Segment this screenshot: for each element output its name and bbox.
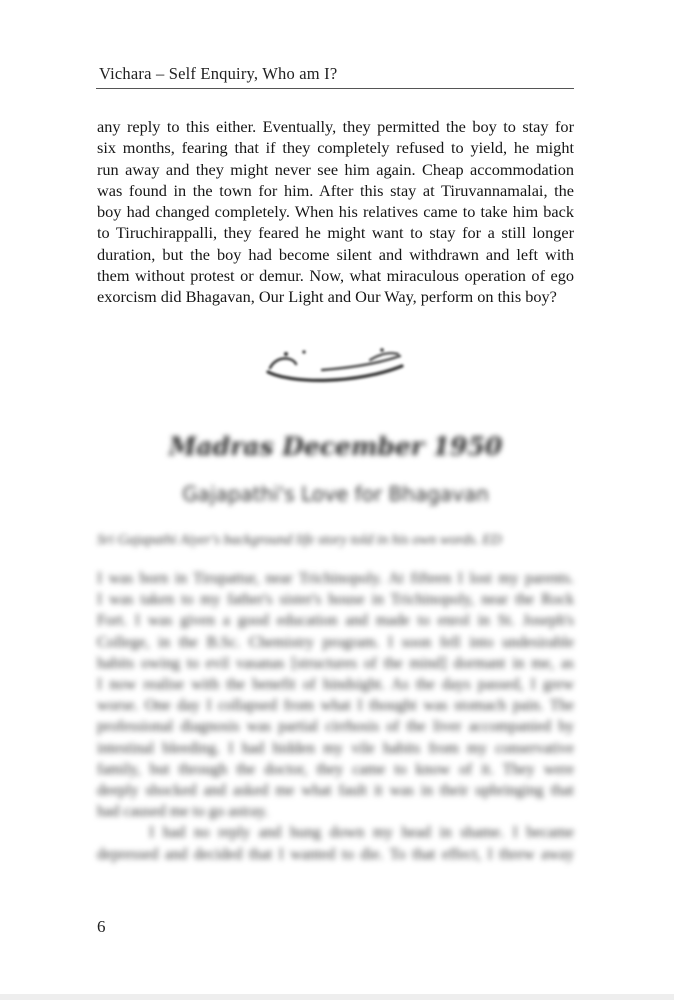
text-line: intestinal bleeding. I had hidden my vile habits from my conservative — [97, 739, 574, 757]
text-line: family, but through the doctor, they came to know of it. They were — [97, 760, 574, 778]
page-bottom-edge — [0, 994, 674, 1000]
text-line: duration, but the boy had become silent and withdrawn and left with — [97, 244, 574, 264]
text-line: six months, fearing that if they completely refused to yield, he might — [97, 138, 574, 158]
text-line: run away and they might never see him again. Cheap accommodation — [97, 159, 574, 179]
section-title: Madras December 1950 — [168, 432, 503, 461]
section-subtitle: Gajapathi's Love for Bhagavan — [182, 482, 489, 506]
body-paragraph — [97, 116, 574, 308]
text-line: was found in the town for him. After this stay at Tiruvannamalai, the — [97, 180, 574, 200]
text-line: College, in the B.Sc. Chemistry program. I soon fell into undesirable — [97, 633, 574, 651]
text-line: I now realise with the benefit of hindsight. As the days passed, I grew — [97, 676, 574, 694]
text-line: I had no reply and hung down my head in shame. I became — [149, 824, 574, 842]
text-line: them without protest or demur. Now, what miraculous operation of ego — [97, 266, 574, 286]
text-line: deeply shocked and asked me what fault it was in their upbringing that — [97, 782, 574, 800]
text-line: to Tiruchirappalli, they feared he might want to stay for a still longer — [97, 223, 574, 243]
text-line: worse. One day I collapsed from what I thought was stomach pain. The — [97, 697, 574, 715]
text-line: depressed and decided that I wanted to die. To that effect, I threw away — [97, 845, 574, 863]
text-line: I was born in Tirupattur, near Trichinopoly. At fifteen I lost my parents. — [97, 570, 574, 587]
text-line: exorcism did Bhagavan, Our Light and Our Way, perform on this boy? — [97, 287, 557, 307]
text-line: Fort. I was given a good education and made to enrol in St. Joseph's — [97, 612, 574, 630]
text-line: any reply to this either. Eventually, they permitted the boy to stay for — [97, 117, 574, 136]
text-line: boy had changed completely. When his relatives came to take him back — [97, 202, 574, 222]
flourish-ornament-icon — [262, 344, 412, 386]
text-line: had caused me to go astray. — [97, 803, 269, 821]
text-line: professional diagnosis was partial cirrhosis of the liver accompanied by — [97, 718, 574, 736]
text-line: habits owing to evil vasanas [structures of the mind] dormant in me, as — [97, 654, 574, 672]
editor-note: Sri Gajapathi Aiyer's background life story told in his own words. ED — [97, 532, 502, 548]
page-number: 6 — [97, 917, 106, 936]
section-body — [97, 568, 574, 865]
header-rule — [96, 88, 574, 89]
text-line: I was taken to my father's sister's house in Trichinopoly, near the Rock — [97, 591, 574, 609]
running-header: Vichara – Self Enquiry, Who am I? — [99, 64, 338, 83]
